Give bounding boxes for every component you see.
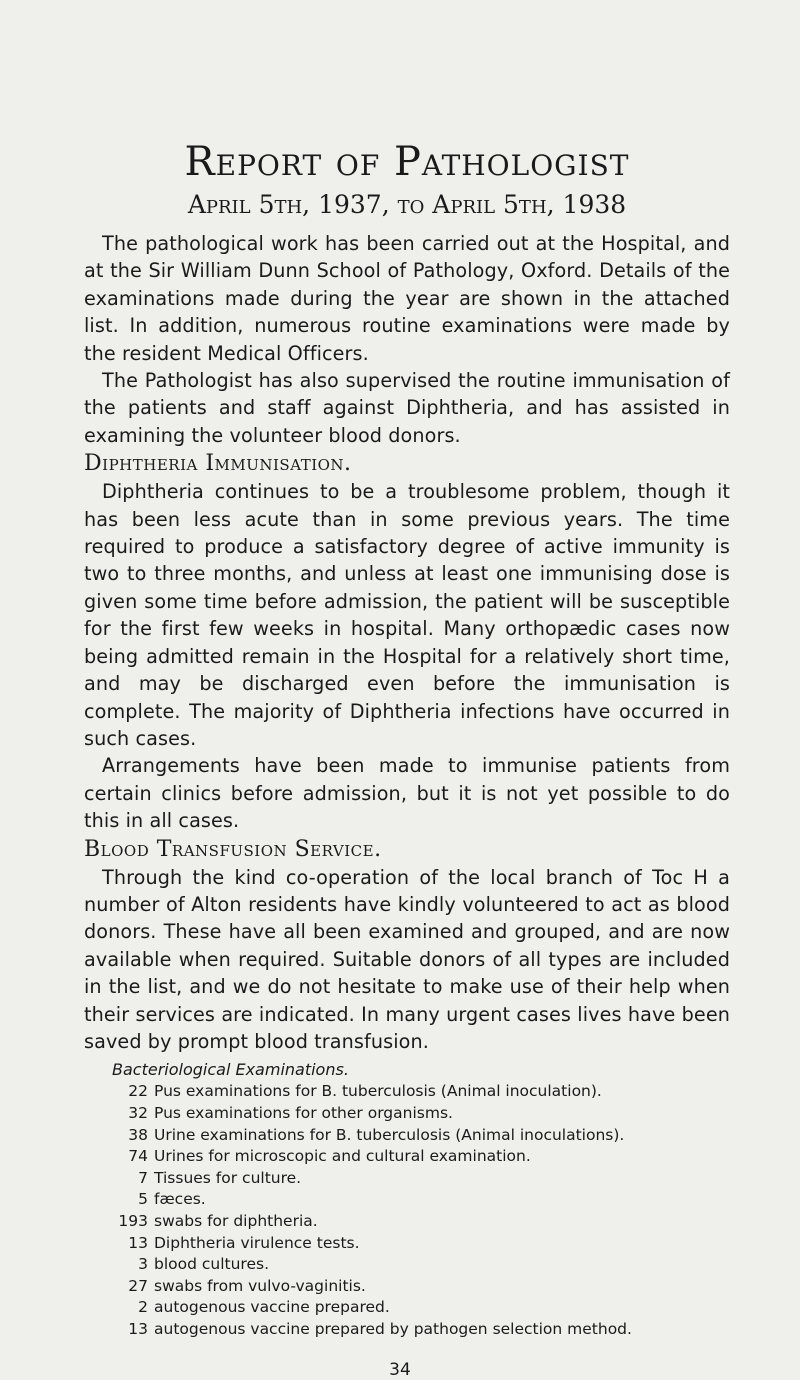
diphtheria-paragraph-1: Diphtheria continues to be a troublesome problem, though it has been less acute than in some previous years. The time required to produce a satisfactory degree of active immunity is two to three months, and unless at least one immunising dose is given some time before admission, the patient will be susceptible for the first few weeks in hospital. Many orthopædic cases now being admitted remain in the Hospital for a relatively short time, and may be discharged even before the immunisation is complete. The majority of Diphtheria infections have occurred in such cases. — [84, 480, 730, 750]
item-count: 27 — [128, 1276, 148, 1295]
bacteriological-heading: Bacteriological Examinations. — [112, 1060, 349, 1080]
diphtheria-heading: Diphtheria Immunisation. — [84, 451, 352, 477]
blood-transfusion-paragraph: Through the kind co-operation of the local branch of Toc H a number of Alton residents have kindly volunteered to act as blood donors. These have all been examined and grouped, and are now available when required. Suitable donors of all types are included in the list, and we do not hesitate to make use of their help when their services are indicated. In many urgent cases lives have been saved by prompt blood transfusion. — [84, 865, 730, 1053]
list-item — [112, 1125, 730, 1147]
item-text: Tissues for culture. — [154, 1168, 302, 1187]
item-text: Pus examinations for other organisms. — [154, 1103, 453, 1122]
list-item — [112, 1276, 730, 1298]
intro-paragraph-2: The Pathologist has also supervised the routine immunisation of the patients and staff against Diphtheria, and has assisted in examining the volunteer blood donors. — [84, 369, 730, 447]
list-item — [112, 1189, 730, 1211]
list-item — [112, 1146, 730, 1168]
item-text: fæces. — [154, 1190, 206, 1209]
item-count: 38 — [128, 1125, 148, 1144]
item-count: 13 — [128, 1233, 148, 1252]
item-text: Pus examinations for B. tuberculosis (Animal inoculation). — [154, 1082, 602, 1101]
item-text: blood cultures. — [154, 1255, 270, 1274]
examinations-list — [84, 1081, 730, 1340]
item-text: Urine examinations for B. tuberculosis (Animal inoculations). — [154, 1125, 625, 1144]
list-item — [112, 1297, 730, 1319]
list-item — [112, 1168, 730, 1190]
item-text: swabs from vulvo-vaginitis. — [154, 1276, 366, 1295]
page-title: Report of Pathologist — [184, 139, 630, 185]
item-count: 2 — [138, 1298, 148, 1317]
item-count: 3 — [138, 1255, 148, 1274]
item-count: 5 — [138, 1190, 148, 1209]
report-period: April 5th, 1937, to April 5th, 1938 — [187, 190, 627, 219]
list-item — [112, 1319, 730, 1341]
item-text: autogenous vaccine prepared. — [154, 1298, 390, 1317]
item-count: 74 — [128, 1147, 148, 1166]
item-count: 7 — [138, 1168, 148, 1187]
list-item — [112, 1103, 730, 1125]
item-text: Diphtheria virulence tests. — [154, 1233, 360, 1252]
intro-paragraph-1: The pathological work has been carried out at the Hospital, and at the Sir William Dunn School of Pathology, Oxford. Details of the examinations made during the year are shown in the attached list. In addition, numerous routine examinations were made by the resident Medical Officers. — [84, 232, 730, 365]
list-item — [112, 1254, 730, 1276]
list-item — [112, 1211, 730, 1233]
list-item — [112, 1233, 730, 1255]
item-text: Urines for microscopic and cultural examination. — [154, 1147, 531, 1166]
page-number: 34 — [389, 1360, 411, 1380]
item-count: 193 — [118, 1211, 148, 1230]
item-text: swabs for diphtheria. — [154, 1211, 318, 1230]
item-count: 32 — [128, 1103, 148, 1122]
item-count: 13 — [128, 1319, 148, 1338]
list-item — [112, 1081, 730, 1103]
item-count: 22 — [128, 1082, 148, 1101]
item-text: autogenous vaccine prepared by pathogen selection method. — [154, 1319, 632, 1338]
blood-transfusion-heading: Blood Transfusion Service. — [84, 836, 382, 862]
diphtheria-paragraph-2: Arrangements have been made to immunise patients from certain clinics before admission, but it is not yet possible to do this in all cases. — [84, 754, 730, 833]
report-page — [84, 138, 730, 1341]
